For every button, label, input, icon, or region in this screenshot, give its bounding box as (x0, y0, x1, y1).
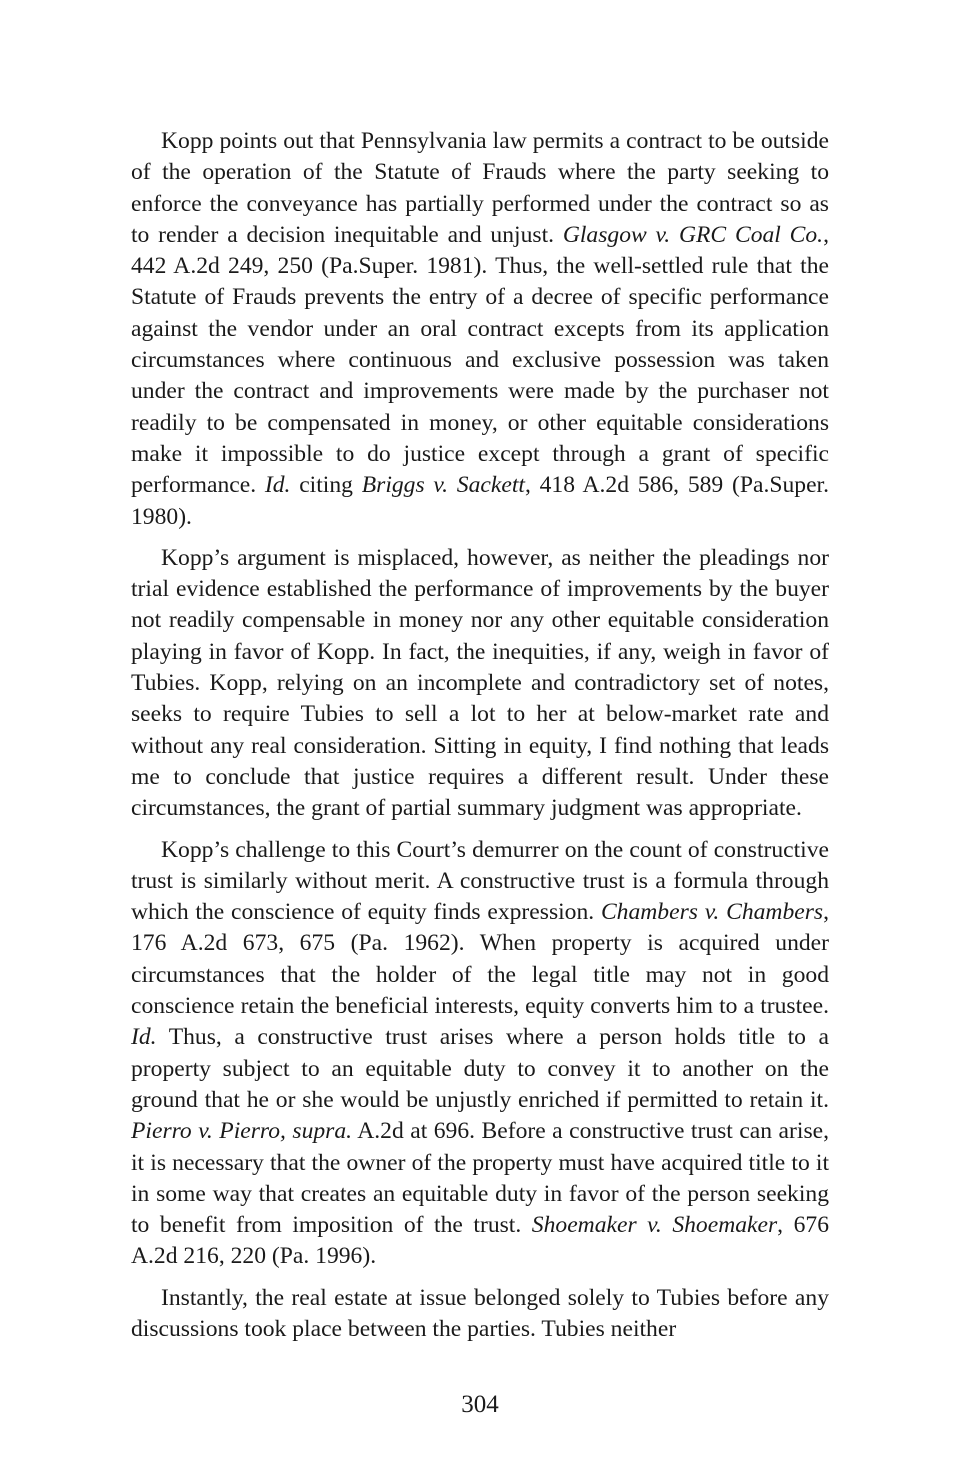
text-segment: Kopp points out that Pennsylvania law permits a contract to be outside of the operation of the Statute of Frauds where the party seeking to enforce the conveyance has partially performed under the contract so as to render a decision inequitable and unjust. (131, 128, 829, 248)
paragraph (131, 835, 829, 1273)
text-segment: , 442 A.2d 249, 250 (Pa.Super. 1981). Thus, the well-settled rule that the Statute of Frauds prevents the entry of a decree of specific performance against the vendor under an oral contract excepts from its application circumstances where continuous and exclusive possession was taken under the contract and improvements were made by the purchaser not readily to be compensated in money, or other equitable considerations make it impossible to do justice except through a grant of specific performance. (131, 221, 829, 499)
text-segment: A.2d at 696. Before a constructive trust can arise, it is necessary that the owner of the property must have acquired title to it in some way that creates an equitable duty in favor of the person seeking to benefit from imposition of the trust. (131, 1118, 829, 1239)
text-segment: Thus, a constructive trust arises where a person holds title to a property subject to an equitable duty to convey it to another on the ground that he or she would be unjustly enriched if permitted to retain it. (131, 1024, 829, 1113)
text-segment: Instantly, the real estate at issue belonged solely to Tubies before any discussions took place between the parties. Tubies neither (131, 1284, 829, 1342)
paragraph (131, 1283, 829, 1346)
paragraph (131, 543, 829, 825)
case-citation: Chambers v. Chambers (600, 899, 824, 926)
text-segment: Kopp’s argument is misplaced, however, as neither the pleadings nor trial evidence established the performance of improvements by the buyer not readily compensable in money nor any other equitable consideration playing in favor of Kopp. In fact, the inequities, if any, weigh in favor of Tubies. Kopp, relying on an incomplete and contradictory set of notes, seeks to require Tubies to sell a lot to her at below-market rate and without any real consideration. Sitting in equity, I find nothing that leads me to conclude that justice requires a different result. Under these circumstances, the grant of partial summary judgment was appropriate. (131, 544, 829, 822)
case-citation: Shoemaker v. Shoemaker (531, 1212, 778, 1239)
text-segment: , 418 A.2d 586, 589 (Pa.Super. 1980). (131, 472, 829, 530)
text-segment: , 176 A.2d 673, 675 (Pa. 1962). When property is acquired under circumstances that the holder of the legal title may not in good conscience retain the beneficial interests, equity converts him to a trustee. (131, 899, 829, 1020)
case-citation: Briggs v. Sackett (361, 472, 525, 499)
paragraph (131, 126, 829, 533)
case-citation: Glasgow v. GRC Coal Co. (562, 221, 824, 248)
text-segment: , 676 A.2d 216, 220 (Pa. 1996). (131, 1212, 829, 1270)
case-citation: Id. (131, 1024, 157, 1051)
case-citation: Id. (264, 472, 291, 499)
document-page (131, 126, 829, 1355)
page-number: 304 (461, 1391, 499, 1418)
text-segment: Kopp’s challenge to this Court’s demurrer on the count of constructive trust is similarly without merit. A constructive trust is a formula through which the conscience of equity finds expression. (131, 836, 829, 926)
text-segment: citing (290, 472, 362, 499)
case-citation: Pierro v. Pierro, supra. (131, 1118, 353, 1145)
